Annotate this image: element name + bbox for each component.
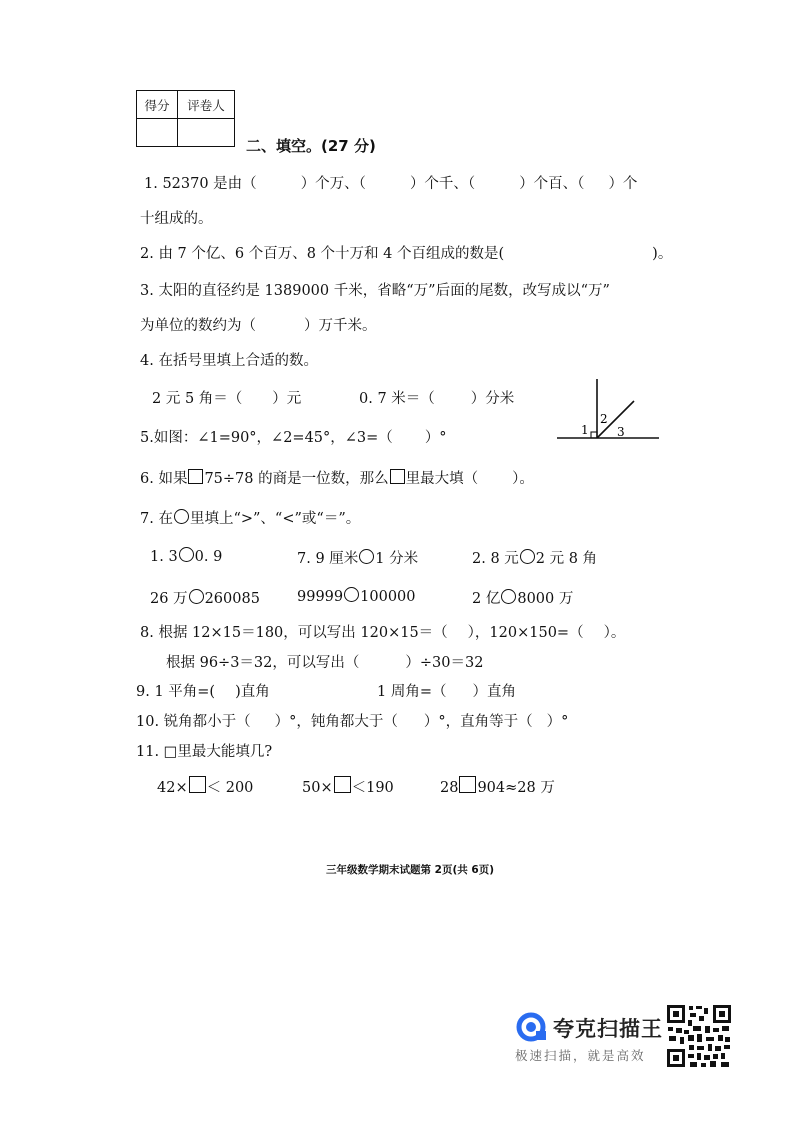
compare-item: 2. 8 元 2 元 8 角 xyxy=(472,551,598,567)
blank-circle xyxy=(344,587,359,602)
question-11-b: 50× ＜190 xyxy=(302,776,394,797)
blank-square xyxy=(188,469,203,484)
question-9-a: 9. 1 平角=( )直角 xyxy=(136,684,270,700)
question-1-line-2: 十组成的。 xyxy=(140,211,213,227)
question-1-line-1: 1. 52370 是由（ ）个万、（ ）个千、（ ）个百、（ ）个 xyxy=(144,176,638,192)
blank-circle xyxy=(179,547,194,562)
grader-label: 评卷人 xyxy=(178,91,235,119)
score-label: 得分 xyxy=(137,91,178,119)
question-7-title: 7. 在 里填上“>”、“<”或“＝”。 xyxy=(140,511,361,527)
score-cell xyxy=(137,119,178,147)
section-title: 二、填空。(27 分) xyxy=(246,137,376,155)
question-6: 6. 如果 75÷78 的商是一位数，那么 里最大填（ ）。 xyxy=(140,471,534,487)
compare-item: 2 亿 8000 万 xyxy=(472,591,574,607)
question-4-title: 4. 在括号里填上合适的数。 xyxy=(140,353,318,369)
question-4-a: 2 元 5 角＝（ ）元 xyxy=(152,391,302,407)
question-5: 5.如图：∠1=90°，∠2=45°，∠3=（ ）° xyxy=(140,430,447,446)
watermark-brand: 夸克扫描王 xyxy=(553,1017,663,1041)
watermark-slogan: 极速扫描，就是高效 xyxy=(515,1048,646,1063)
blank-circle xyxy=(174,509,189,524)
question-3-line-2: 为单位的数约为（ ）万千米。 xyxy=(140,318,377,334)
grader-cell xyxy=(178,119,235,147)
question-11-title: 11. □里最大能填几? xyxy=(136,744,273,760)
angle-figure xyxy=(555,377,665,441)
blank-circle xyxy=(359,549,374,564)
question-11-a: 42× ＜ 200 xyxy=(157,776,253,797)
figure-label-2: 2 xyxy=(600,412,608,426)
question-3-line-1: 3. 太阳的直径约是 1389000 千米，省略“万”后面的尾数，改写成以“万” xyxy=(140,283,610,299)
right-angle-mark xyxy=(591,432,597,438)
question-8-line-1: 8. 根据 12×15＝180，可以写出 120×15＝（ ），120×150=（ ）。 xyxy=(140,625,626,641)
question-9-b: 1 周角=（ ）直角 xyxy=(377,684,516,700)
compare-item: 1. 3 0. 9 xyxy=(150,549,223,565)
blank-circle xyxy=(189,589,204,604)
blank-square xyxy=(390,469,405,484)
compare-item: 99999 100000 xyxy=(297,589,416,605)
compare-item: 7. 9 厘米 1 分米 xyxy=(297,551,419,567)
question-4-b: 0. 7 米＝（ ）分米 xyxy=(359,391,515,407)
question-8-line-2: 根据 96÷3＝32，可以写出（ ）÷30＝32 xyxy=(166,655,484,671)
question-11-c: 28 904≈28 万 xyxy=(440,776,555,797)
blank-circle xyxy=(501,589,516,604)
question-10: 10. 锐角都小于（ ）°，钝角都大于（ ）°，直角等于（ ）° xyxy=(136,714,569,730)
compare-item: 26 万 260085 xyxy=(150,591,260,607)
score-table xyxy=(136,90,235,147)
blank-square xyxy=(334,776,351,793)
blank-square xyxy=(459,776,476,793)
figure-label-3: 3 xyxy=(617,425,625,439)
qr-code-icon xyxy=(666,1004,732,1068)
question-2: 2. 由 7 个亿、6 个百万、8 个十万和 4 个百组成的数是( )。 xyxy=(140,246,673,262)
blank-circle xyxy=(520,549,535,564)
blank-square xyxy=(189,776,206,793)
page-footer: 三年级数学期末试题第 2页(共 6页) xyxy=(326,864,495,876)
figure-label-1: 1 xyxy=(581,423,589,437)
scanner-logo-icon xyxy=(514,1012,550,1042)
